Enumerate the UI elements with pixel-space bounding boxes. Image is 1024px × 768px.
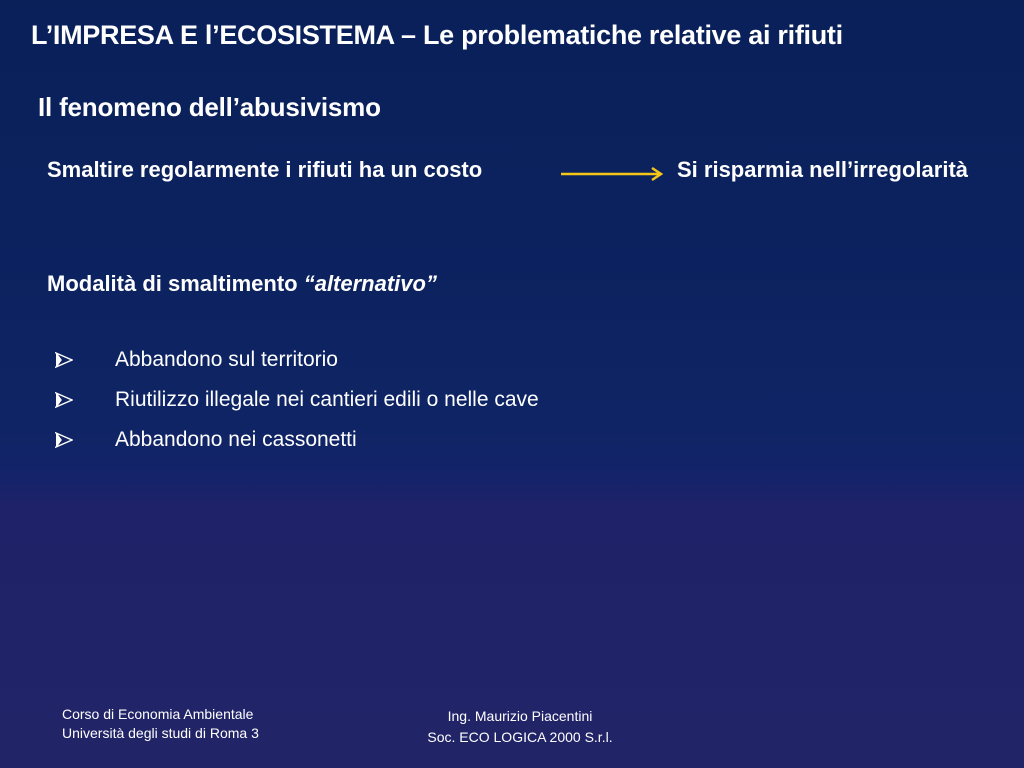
modality-emphasis: “alternativo” <box>303 271 437 296</box>
footer-author: Ing. Maurizio Piacentini <box>447 708 593 724</box>
arrow-bullet-icon <box>55 432 115 448</box>
footer-course: Corso di Economia Ambientale <box>62 706 254 722</box>
consequence-statement: Si risparmia nell’irregolarità <box>677 157 969 182</box>
cost-statement: Smaltire regolarmente i rifiuti ha un costo <box>47 157 483 182</box>
arrow-bullet-icon <box>55 392 115 408</box>
footer-course-info <box>62 705 259 743</box>
list-item <box>55 420 539 460</box>
bullet-text: Riutilizzo illegale nei cantieri edili o nelle cave <box>115 388 539 411</box>
bullet-list <box>55 340 539 460</box>
list-item <box>55 380 539 420</box>
footer-company: Soc. ECO LOGICA 2000 S.r.l. <box>427 729 613 745</box>
footer-author-info <box>420 706 620 748</box>
modality-heading <box>47 271 437 297</box>
modality-prefix: Modalità di smaltimento <box>47 271 304 296</box>
arrow-bullet-icon <box>55 352 115 368</box>
bullet-text: Abbandono nei cassonetti <box>115 428 357 451</box>
list-item <box>55 340 539 380</box>
slide-title: L’IMPRESA E l’ECOSISTEMA – Le problematiche relative ai rifiuti <box>31 20 843 50</box>
bullet-text: Abbandono sul territorio <box>115 348 338 371</box>
right-arrow-icon <box>559 165 669 185</box>
slide-subtitle: Il fenomeno dell’abusivismo <box>38 92 381 122</box>
footer-university: Università degli studi di Roma 3 <box>62 725 259 741</box>
